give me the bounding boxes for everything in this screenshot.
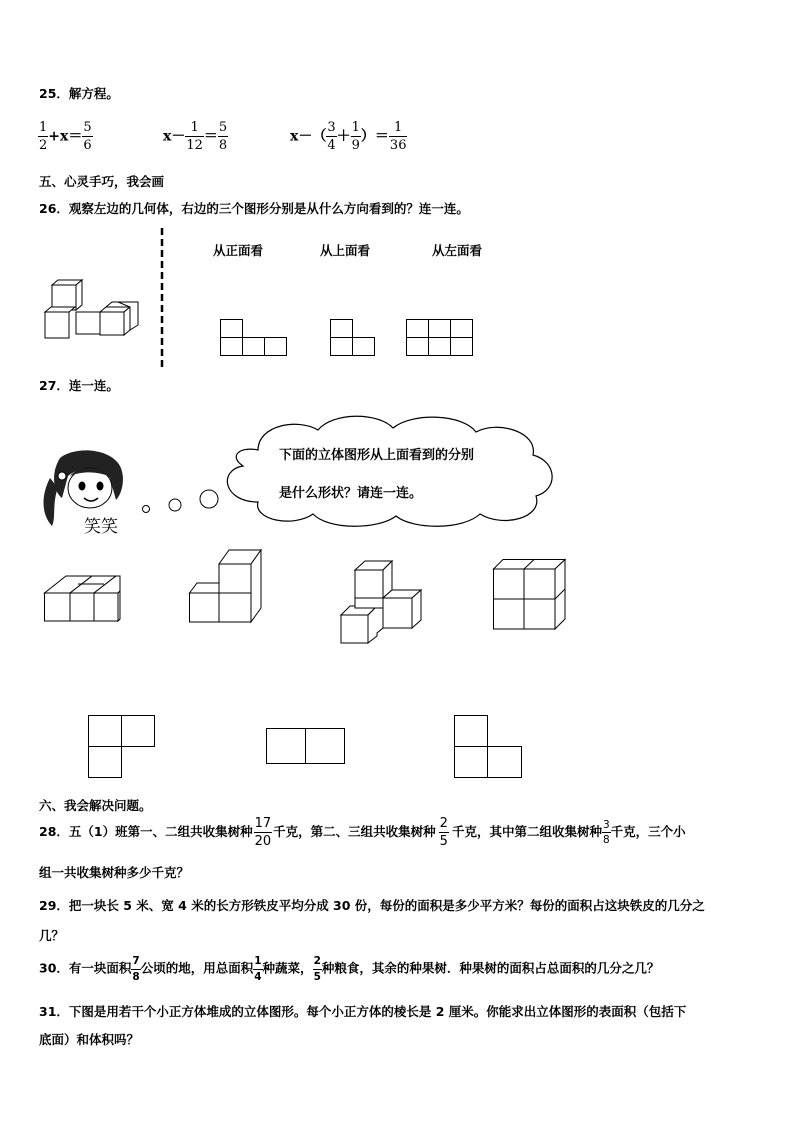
solid-figure-4 (493, 559, 568, 631)
equation-2: x－ $\frac{1}{12}$ ＝ $\frac{5}{8}$ (163, 120, 228, 153)
solid-figure-1 (44, 566, 124, 624)
section-6-heading: 六、我会解决问题。 (39, 798, 152, 813)
q31-line-2: 底面）和体积吗？ (39, 1032, 140, 1047)
bubble-line-1: 下面的立体图形从上面看到的分别 (279, 448, 475, 463)
label-left-view: 从左面看 (432, 243, 483, 258)
solid-figure-3 (339, 560, 427, 645)
label-top-view: 从上面看 (320, 243, 371, 258)
top-view-option-3 (454, 715, 524, 779)
q25-title: 25．解方程。 (39, 86, 119, 101)
q27-text: 27．连一连。 (39, 378, 119, 393)
view-shape-1 (220, 319, 290, 357)
q29-line-2: 几？ (39, 928, 65, 943)
dashed-divider (160, 228, 164, 368)
equation-3: x－（ $\frac{3}{4}$ ＋ $\frac{1}{9}$ ）＝ $\frac{1}{36}$ (290, 120, 407, 153)
top-view-option-1 (88, 715, 158, 779)
label-front-view: 从正面看 (213, 243, 264, 258)
q31-line-1: 31．下图是用若干个小正方体堆成的立体图形。每个小正方体的棱长是 2 厘米。你能求出立体图形的表面积（包括下 (39, 1004, 687, 1019)
character-name: 笑笑 (84, 517, 118, 537)
thought-cloud (218, 410, 563, 532)
q30-text: 30．有一块面积 $\frac{7}{8}$ 公顷的地，用总面积 $\frac{1}{4}$ 种蔬菜， $\frac{2}{5}$ 种粮食，其余的种果树．种果树的面积占总面积的几分之几？ (39, 955, 660, 983)
view-shape-2 (330, 319, 378, 357)
q26-text: 26．观察左边的几何体，右边的三个图形分别是从什么方向看到的？连一连。 (39, 201, 469, 216)
solid-figure-2 (189, 550, 264, 623)
q28-line-1: 28．五（1）班第一、二组共收集树种 $\frac{17}{20}$ 千克，第二、三组共收集树种 $\frac{2}{5}$ 千克，其中第二组收集树种 $\frac{3}{8}$ 千克，三个小 (39, 816, 686, 849)
q26-solid-figure (40, 280, 150, 350)
q29-line-1: 29．把一块长 5 米、宽 4 米的长方形铁皮平均分成 30 份，每份的面积是多少平方米？每份的面积占这块铁皮的几分之 (39, 898, 705, 913)
view-shape-3 (406, 319, 476, 357)
equation-1: $\frac{1}{2}$ +x＝ $\frac{5}{6}$ (39, 120, 92, 153)
bubble-line-2: 是什么形状？请连一连。 (279, 486, 423, 501)
top-view-option-2 (266, 728, 348, 766)
q28-line-2: 组一共收集树种多少千克？ (39, 865, 190, 880)
thought-bubble-dots (138, 488, 223, 518)
section-5-heading: 五、心灵手巧，我会画 (39, 174, 165, 189)
